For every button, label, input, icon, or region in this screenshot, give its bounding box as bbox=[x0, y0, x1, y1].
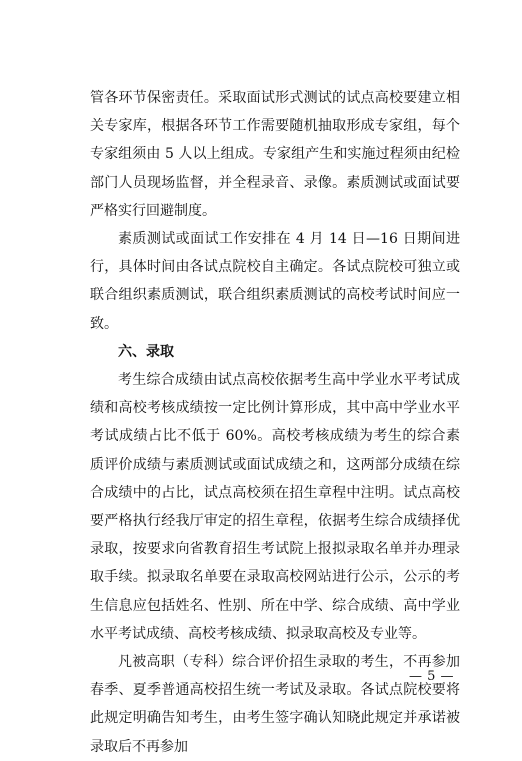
paragraph-test-schedule: 素质测试或面试工作安排在 4 月 14 日—16 日期间进行，具体时间由各试点院校自主确定。各试点院校可独立或联合组织素质测试，联合组织素质测试的高校考试时间应一致。 bbox=[90, 231, 460, 332]
paragraph-composite-score: 考生综合成绩由试点高校依据考生高中学业水平考试成绩和高校考核成绩按一定比例计算形成，其中高中学业水平考试成绩占比不低于 60%。高校考核成绩为考生的综合素质评价成绩与素质测试或面试成绩之和，这两部分成绩在综合成绩中的占比，试点高校须在招生章程中注明。试点高校要严格执行经我厅审定的招生章程，依据考生综合成绩择优录取，按要求向省教育招生考试院上报拟录取名单并办理录取手续。拟录取名单要在录取高校网站进行公示，公示的考生信息应包括姓名、性别、所在中学、综合成绩、高中学业水平考试成绩、高校考核成绩、拟录取高校及专业等。 bbox=[90, 372, 460, 642]
section-heading-admission: 六、录取 bbox=[118, 343, 174, 360]
document-body bbox=[90, 84, 460, 761]
paragraph-continuation: 管各环节保密责任。采取面试形式测试的试点高校要建立相关专家库，根据各环节工作需要随机抽取形成专家组，每个专家组须由 5 人以上组成。专家组产生和实施过程须由纪检部门人员现场监督，并全程录音、录像。素质测试或面试要严格实行回避制度。 bbox=[90, 90, 460, 219]
paragraph-admission-rule: 凡被高职（专科）综合评价招生录取的考生，不再参加春季、夏季普通高校招生统一考试及录取。各试点院校要将此规定明确告知考生，由考生签字确认知晓此规定并承诺被录取后不再参加 bbox=[90, 654, 460, 755]
page-number: — 5 — bbox=[408, 669, 454, 684]
